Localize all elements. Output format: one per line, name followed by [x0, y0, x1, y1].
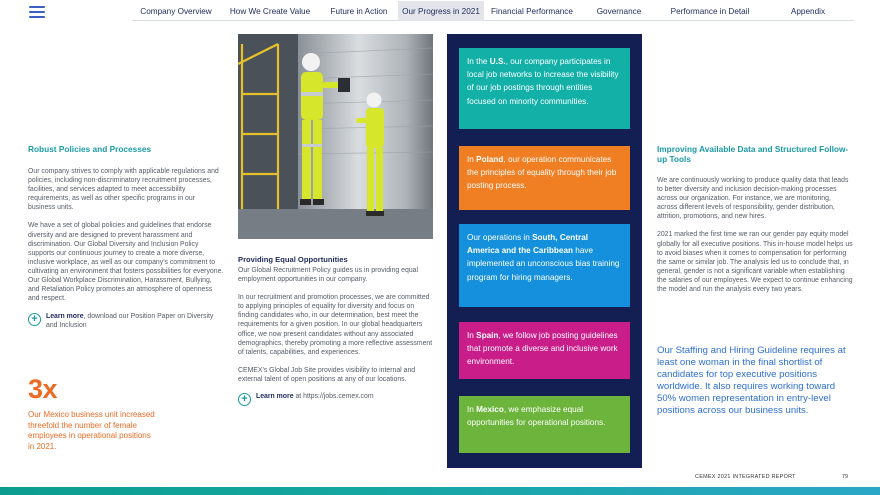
- policies-paragraph-2: We have a set of global policies and guidelines that endorse diversity and are designed to prevent harassment and discrimination. Our Global Diversity and Inclusion Policy supports our continuous journey to create a more diverse, inclusive workplace, as well as our company's commitment to cultivating an environment that fosters possibilities for everyone. Our Global Workplace Discrimination, Harassment, Bullying, and Retaliation Policy promotes an atmosphere of openness and respect.: [28, 222, 224, 303]
- nav-performance-in-detail[interactable]: Performance in Detail: [670, 6, 750, 16]
- poland-initiative-box: In Poland, our operation communicates the principles of equality through their job posting process.: [459, 146, 630, 210]
- policies-paragraph-1: Our company strives to comply with applicable regulations and policies, including non-discriminatory recruitment processes, facilities, and services adapted to meet accessibility requirements, as well as other specific programs in our business units.: [28, 168, 219, 212]
- report-title: CEMEX 2021 INTEGRATED REPORT: [695, 474, 796, 480]
- regional-initiatives-panel: [447, 34, 642, 468]
- stat-3x: 3x: [28, 374, 58, 404]
- data-tools-section: [657, 144, 853, 303]
- learn-more-label: Learn more: [256, 393, 294, 401]
- data-tools-paragraph-2: 2021 marked the first time we ran our gender pay equity model globally for all executive positions. This in-house model helps us to avoid biases when it comes to compensation for performing the same or similar job. The analysis led us to conclude that, in general, gender is not a significant variable when establishing the salaries of our employees. We expect to continue enhancing the model and run the analysis every two years.: [657, 231, 853, 294]
- learn-more-jobs-link[interactable]: [238, 392, 434, 406]
- nav-future-in-action[interactable]: Future in Action: [330, 6, 388, 16]
- equal-opportunities-paragraph-3: CEMEX's Global Job Site provides visibility to internal and external talent of open positions at any of our locations.: [238, 366, 416, 383]
- nav-governance[interactable]: Governance: [596, 6, 642, 16]
- mexico-stat-text: Our Mexico business unit increased threefold the number of female employees in operational positions in 2021.: [28, 410, 155, 451]
- menu-icon[interactable]: [29, 6, 45, 20]
- nav-financial-performance[interactable]: Financial Performance: [491, 6, 573, 16]
- scac-initiative-box: Our operations in South, Central America and the Caribbean have implemented an unconscious bias training program for hiring managers.: [459, 224, 630, 307]
- spain-initiative-box: In Spain, we follow job posting guidelines that promote a diverse and inclusive work environment.: [459, 322, 630, 379]
- equal-opportunities-paragraph-1: Our Global Recruitment Policy guides us in providing equal employment opportunities in our company.: [238, 267, 419, 284]
- learn-more-text: , download our Position Paper on Diversity and Inclusion: [46, 313, 214, 330]
- policies-heading: Robust Policies and Processes: [28, 144, 152, 154]
- equal-opportunities-section: [238, 255, 434, 406]
- footer-gradient-bar: [0, 487, 880, 495]
- us-initiative-box: In the U.S., our company participates in local job networks to increase the visibility of our job postings through entities focused on minority communities.: [459, 48, 630, 129]
- mexico-initiative-box: In Mexico, we emphasize equal opportunities for operational positions.: [459, 396, 630, 453]
- nav-our-progress-2021[interactable]: Our Progress in 2021: [398, 1, 484, 21]
- equal-opportunities-heading: Providing Equal Opportunities: [238, 255, 348, 264]
- page-number: 79: [842, 474, 848, 480]
- workers-photo: [238, 34, 433, 239]
- nav-how-we-create-value[interactable]: How We Create Value: [229, 6, 311, 16]
- equal-opportunities-paragraph-2: In our recruitment and promotion processes, we are committed to applying principles of equality for diversity and focus on finding candidates who, in our determination, best meet the requirements for a given position. In our global headquarters office, we now present candidates without any associated demographics, thereby promoting a more reflective assessment of talents, capabilities, and experiences.: [238, 294, 433, 356]
- nav-company-overview[interactable]: Company Overview: [140, 6, 212, 16]
- policies-section: [28, 144, 224, 331]
- jobs-url-text: at https://jobs.cemex.com: [293, 393, 374, 401]
- data-tools-heading: Improving Available Data and Structured Follow-up Tools: [657, 144, 849, 164]
- learn-more-position-paper-link[interactable]: [28, 312, 224, 330]
- workers-illustration: [238, 34, 433, 239]
- learn-more-label: Learn more: [46, 313, 84, 321]
- top-navigation: [132, 1, 854, 21]
- data-tools-paragraph-1: We are continuously working to produce quality data that leads to better diversity and inclusion decision-making processes across our organization. For instance, we are monitoring, across different levels of responsibility, gender distribution, attrition, promotions, and new hires.: [657, 177, 849, 221]
- plus-circle-icon: +: [28, 313, 41, 326]
- staffing-guideline-callout: Our Staffing and Hiring Guideline requires at least one woman in the final shortlist of candidates for top executive positions worldwide. It also requires working toward 50% women representation in entry-level positions across our business units.: [657, 345, 846, 416]
- plus-circle-icon: +: [238, 393, 251, 406]
- nav-appendix[interactable]: Appendix: [790, 6, 826, 16]
